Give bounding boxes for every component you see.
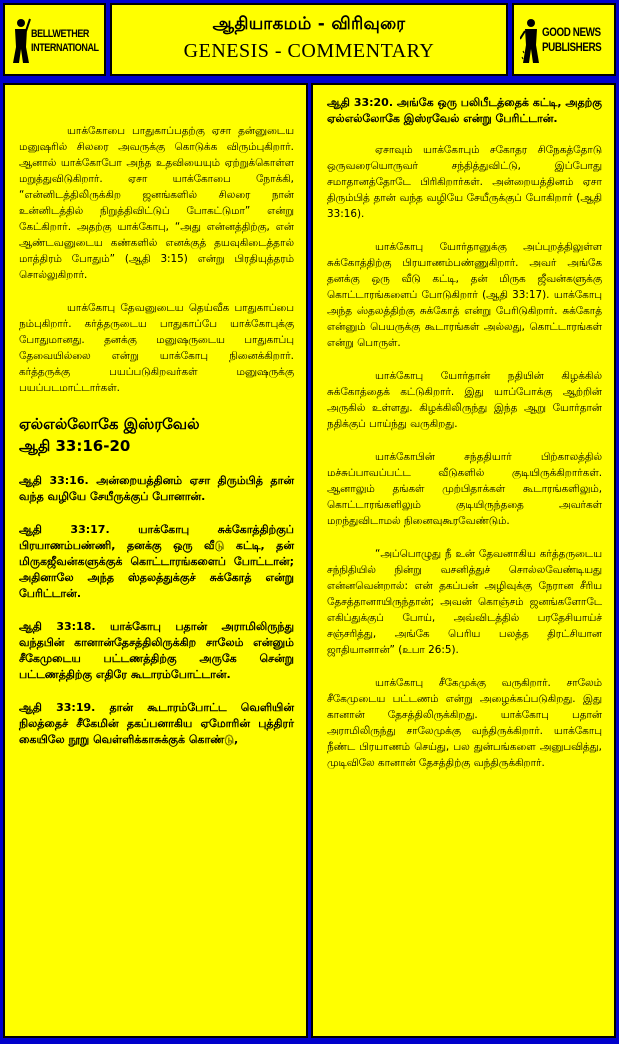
- logo-line-1: GOOD NEWS: [542, 25, 601, 39]
- title-header: [110, 3, 508, 76]
- scripture-verse: ஆதி 33:18. யாக்கோபு பதான் அராமிலிருந்து வந்தபின் கானான்தேசத்திலிருக்கிற சாலேம் என்னும் சீகேமுடைய பட்டணத்திற்கு அருகே சென்று பட்டணத்திற்கு எதிரே கூடாரம்போட்டான்.: [19, 620, 294, 681]
- logo-line-1: BELLWETHER: [31, 28, 90, 40]
- good-news-logo: [512, 3, 616, 76]
- commentary-paragraph: யாக்கோபு தேவனுடைய தெய்வீக பாதுகாப்பை நம்புகிறார். கர்த்தருடைய பாதுகாப்பே யாக்கோபுக்கு போதுமானது. தனக்கு மனுஷருடைய பாதுகாப்பு தேவையில்லை என்று யாக்கோபு நினைக்கிறார். கர்த்தருக்கு பயப்படுகிறவர்கள் மனுஷருக்கு பயப்படமாட்டார்கள்.: [19, 302, 294, 394]
- commentary-paragraph: யாக்கோபின் சந்ததியார் பிற்காலத்தில் மச்சுப்பாவப்பட்ட வீடுகளில் குடியிருக்கிறார்கள். ஆனாலும் தங்கள் முற்பிதாக்கள் கூடாரங்களிலும், கொட்டாரங்களிலும் குடியிருந்ததை அவர்கள் மறந்துவிடாமல் நினைவுகூரவேண்டும்.: [327, 451, 602, 527]
- commentary-paragraph: யாக்கோபு யோர்தான் நதியின் கிழக்கில் சுக்கோத்தைக் கட்டுகிறார். இது யாப்போக்கு ஆற்றின் அருகில் உள்ளது. கிழக்கிலிருந்து இந்த ஆறு யோர்தான் நதிக்குப் பாய்ந்து வருகிறது.: [327, 370, 602, 430]
- logo-text: [31, 27, 99, 55]
- section-heading: [19, 413, 294, 457]
- logo-text: [542, 25, 601, 55]
- logo-line-2: PUBLISHERS: [542, 40, 602, 54]
- section-reference: ஆதி 33:16-20: [19, 437, 131, 455]
- section-title: ஏல்எல்லோகே இஸ்ரவேல்: [19, 415, 200, 433]
- sower-figure-icon: [520, 17, 540, 65]
- scripture-verse: ஆதி 33:17. யாக்கோபு சுக்கோத்திற்குப் பிரயாணம்பண்ணி, தனக்கு ஒரு வீடு கட்டி, தன் மிருகஜீவன்களுக்குக் கொட்டாரங்களைப் போட்டான்; அதினாலே அந்த ஸ்தலத்துக்குச் சுக்கோத் என்று பேரிட்டான்.: [19, 523, 294, 600]
- logo-line-2: INTERNATIONAL: [31, 42, 99, 54]
- scripture-verse: ஆதி 33:16. அன்றையத்தினம் ஏசா திரும்பித் தான் வந்த வழியே சேயீருக்குப் போனான்.: [19, 474, 294, 503]
- bellwether-logo: [3, 3, 106, 76]
- page-title-english: GENESIS - COMMENTARY: [183, 40, 435, 62]
- commentary-paragraph: “அப்பொழுது நீ உன் தேவனாகிய கர்த்தருடைய சந்நிதியில் நின்று வசனித்துச் சொல்லவேண்டியது என்னவென்றால்: என் தகப்பன் அழிவுக்கு நேரான சீரிய தேசத்தானாயிருந்தான்; அவன் கொஞ்சம் ஜனங்களோடே எகிப்துக்குப் போய், அவ்விடத்தில் பரதேசியாய்ச் சஞ்சரித்து, அங்கே பெரிய பலத்த திரட்சியான ஜாதியானான்” (உபா 26:5).: [327, 548, 602, 656]
- left-column: [3, 83, 308, 1038]
- right-column: [311, 83, 616, 1038]
- commentary-paragraph: யாக்கோபு சீகேமுக்கு வருகிறார். சாலேம் சீகேமுடைய பட்டணம் என்று அழைக்கப்படுகிறது. இது கானான் தேசத்திலிருக்கிறது. யாக்கோபு பதான் அராமிலிருந்து சாலேமுக்கு வந்திருக்கிறார். யாக்கோபு நீண்ட பிரயாணம் செய்து, பல துன்பங்களை அனுபவித்து, முடிவிலே கானான் தேசத்திற்கு வந்திருக்கிறார்.: [327, 677, 602, 769]
- commentary-paragraph: யாக்கோபை பாதுகாப்பதற்கு ஏசா தன்னுடைய மனுஷரில் சிலரை அவருக்கு கொடுக்க விரும்புகிறார். ஆனால் யாக்கோபோ அந்த உதவியையும் ஏற்றுக்கொள்ள மறுத்துவிடுகிறார். ஏசா யாக்கோபை நோக்கி, “என்னிடத்திலிருக்கிற ஜனங்களில் சிலரை நான் உன்னிடத்தில் நிறுத்திவிட்டுப் போகட்டுமா” என்று கேட்கிறார். அதற்கு யாக்கோபு, “அது என்னத்திற்கு, என் ஆண்டவனுடைய கண்களில் எனக்குத் தயவுகிடைத்தால் மாத்திரம் போதும்” (ஆதி 3:15) என்று பிரதியுத்தரம் சொல்லுகிறார்.: [19, 125, 294, 281]
- page-title-tamil: ஆதியாகமம் - விரிவுரை: [212, 14, 406, 34]
- scripture-verse: ஆதி 33:19. தான் கூடாரம்போட்ட வெளியின் நிலத்தைச் சீகேமின் தகப்பனாகிய ஏமோரின் புத்திரர் கையிலே நூறு வெள்ளிக்காசுக்குக் கொண்டு,: [19, 701, 294, 746]
- commentary-paragraph: யாக்கோபு யோர்தானுக்கு அப்புறத்திலுள்ள சுக்கோத்திற்கு பிரயாணம்பண்ணுகிறார். அவர் அங்கே தனக்கு ஒரு வீடு கட்டி, தன் மிருக ஜீவன்களுக்கு கொட்டாரங்களைப் போடுகிறார் (ஆதி 33:17). யாக்கோபு அந்த ஸ்தலத்திற்கு சுக்கோத் என்று பேரிடுகிறார். சுக்கோத் என்னும் பெயருக்கு கூடாரங்கள் அல்லது, கொட்டாரங்கள் என்று பொருள்.: [327, 241, 602, 349]
- bellwether-figure-icon: [11, 17, 31, 65]
- scripture-verse: ஆதி 33:20. அங்கே ஒரு பலிபீடத்தைக் கட்டி, அதற்கு ஏல்எல்லோகே இஸ்ரவேல் என்று பேரிட்டான்.: [327, 96, 602, 125]
- commentary-paragraph: ஏசாவும் யாக்கோபும் சகோதர சிநேகத்தோடு ஒருவரையொருவர் சந்தித்துவிட்டு, இப்போது சமாதானத்தோடே பிரிகிறார்கள். அன்றையத்தினம் ஏசா திரும்பித் தான் வந்த வழியே சேயீருக்குப் போகிறார் (ஆதி 33:16).: [327, 144, 602, 220]
